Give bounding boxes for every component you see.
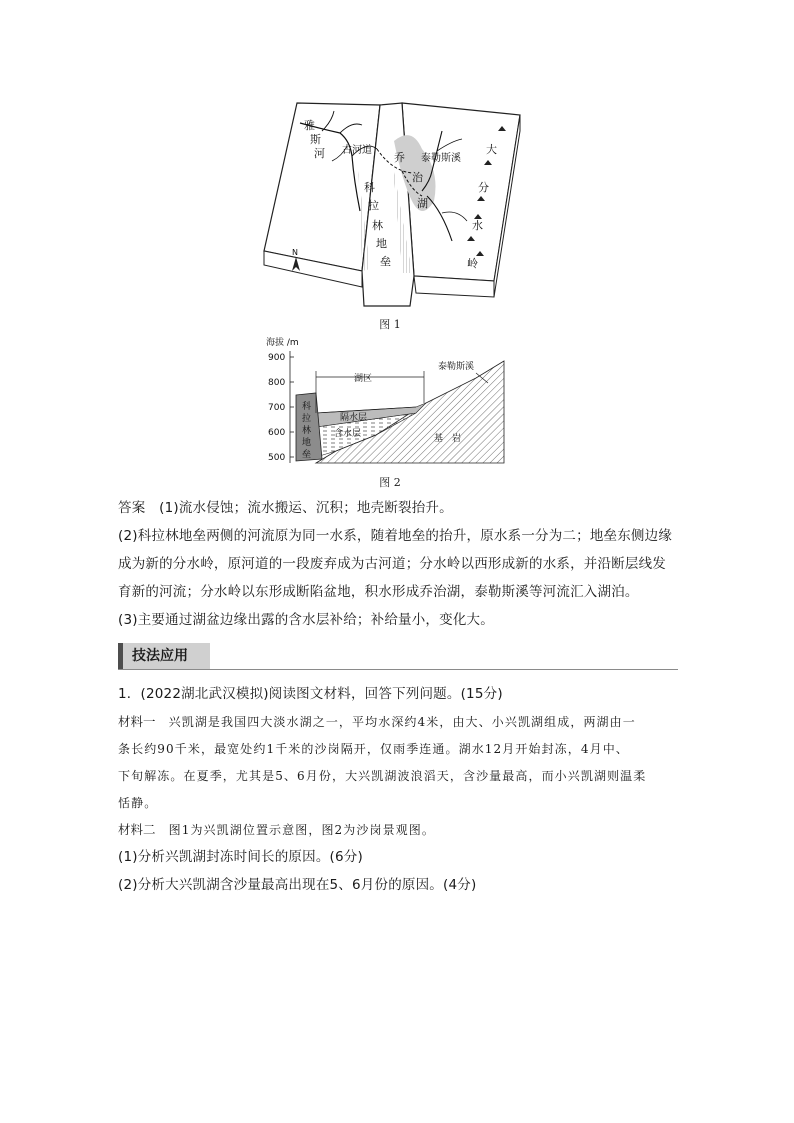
label-ling: 岭 xyxy=(467,257,478,270)
question-stem: 1．(2022湖北武汉模拟)阅读图文材料，回答下列问题。(15分) xyxy=(118,686,503,702)
label-zhi: 治 xyxy=(412,171,423,184)
material-1 xyxy=(118,708,690,817)
figure-1-block-diagram xyxy=(262,101,524,311)
fig2-horst: 科 xyxy=(302,402,312,412)
fig2-lake-area: 湖区 xyxy=(354,374,373,384)
answer-block xyxy=(118,494,688,634)
questions xyxy=(118,843,688,899)
answer-line-2c: 育新的河流；分水岭以东形成断陷盆地，积水形成乔治湖，泰勒斯溪等河流汇入湖泊。 xyxy=(118,584,639,600)
answer-line-3: (3)主要通过湖盆边缘出露的含水层补给；补给量小，变化大。 xyxy=(118,612,494,628)
material-1-label: 材料一 xyxy=(118,714,156,729)
label-shui: 水 xyxy=(472,219,483,232)
label-di: 地 xyxy=(376,237,387,250)
fig2-horst: 垒 xyxy=(302,450,312,460)
fig2-bedrock: 基 岩 xyxy=(434,434,462,444)
fig2-ytick: 800 xyxy=(268,378,286,388)
fig2-horst: 林 xyxy=(302,426,312,436)
fig2-ytick: 700 xyxy=(268,403,286,413)
fig2-ytick: 900 xyxy=(268,353,286,363)
section-header xyxy=(118,643,678,670)
label-qiao: 乔 xyxy=(394,151,405,164)
label-ke: 科 xyxy=(364,181,375,194)
label-si: 斯 xyxy=(310,133,321,146)
material-2-label: 材料二 xyxy=(118,822,156,837)
label-ya: 雅 xyxy=(304,119,315,132)
answer-line-1: 答案 (1)流水侵蚀；流水搬运、沉积；地壳断裂抬升。 xyxy=(118,500,453,516)
label-fen: 分 xyxy=(478,181,489,194)
fig2-aquitard: 隔水层 xyxy=(340,413,368,423)
fig2-ylabel: 海拔 /m xyxy=(266,338,299,348)
label-tailer: 泰勒斯溪 xyxy=(421,153,461,164)
material-1-line: 下旬解冻。在夏季，尤其是5、6月份，大兴凯湖波浪滔天，含沙量最高，而小兴凯湖则温柔 xyxy=(118,769,647,783)
figure-2-caption: 图 2 xyxy=(379,476,401,489)
question-1: (1)分析兴凯湖封冻时间长的原因。(6分) xyxy=(118,849,363,865)
label-north: N xyxy=(292,248,298,257)
label-lin: 林 xyxy=(372,219,383,232)
fig2-horst: 拉 xyxy=(302,414,312,424)
fig2-horst: 地 xyxy=(302,438,312,448)
fig2-stream: 泰勒斯溪 xyxy=(438,362,475,372)
label-da: 大 xyxy=(486,143,497,156)
material-1-line: 恬静。 xyxy=(118,796,158,810)
label-lei: 垒 xyxy=(380,255,391,268)
answer-line-2b: 成为新的分水岭，原河道的一段废弃成为古河道；分水岭以西形成新的水系，并沿断层线发 xyxy=(118,556,666,572)
fig2-aquifer: 含水层 xyxy=(334,429,362,439)
material-1-line: 兴凯湖是我国四大淡水湖之一，平均水深约4米，由大、小兴凯湖组成，两湖由一 xyxy=(155,715,636,729)
material-1-line: 条长约90千米，最宽处约1千米的沙岗隔开，仅雨季连通。湖水12月开始封冻，4月中、 xyxy=(118,742,629,756)
answer-line-2a: (2)科拉林地垒两侧的河流原为同一水系，随着地垒的抬升，原水系一分为二；地垒东侧边缘 xyxy=(118,528,673,544)
fig2-ytick: 500 xyxy=(268,453,286,463)
label-old-channel: 古河道 xyxy=(342,145,372,156)
section-title: 技法应用 xyxy=(118,643,210,669)
question-2: (2)分析大兴凯湖含沙量最高出现在5、6月份的原因。(4分) xyxy=(118,877,477,893)
label-la: 拉 xyxy=(368,199,379,212)
figure-2-cross-section xyxy=(266,333,516,468)
label-hu: 湖 xyxy=(417,197,428,210)
figure-1-caption: 图 1 xyxy=(379,318,401,331)
label-he: 河 xyxy=(314,147,325,160)
material-2-text: 图1为兴凯湖位置示意图，图2为沙岗景观图。 xyxy=(155,823,435,837)
fig2-ytick: 600 xyxy=(268,428,286,438)
material-2 xyxy=(118,816,690,844)
